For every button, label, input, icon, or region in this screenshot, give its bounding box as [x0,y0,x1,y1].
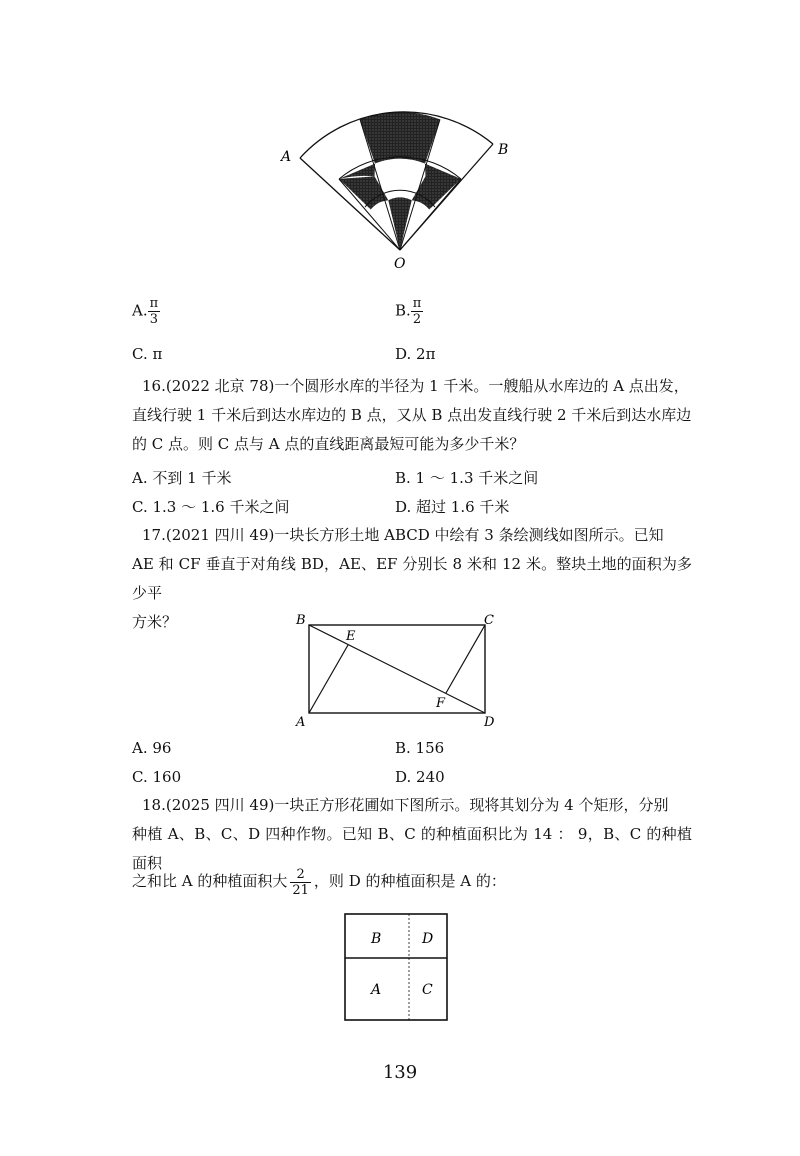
shaded-cell-mid-left-inner [339,176,388,209]
q16-option-a[interactable]: A. 不到 1 千米 [132,469,232,487]
grid-label-c: C [422,982,433,998]
page-number: 139 [382,1062,418,1083]
q16-option-c[interactable]: C. 1.3 ～ 1.6 千米之间 [132,498,290,516]
q17-line-1: 17.(2021 四川 49)一块长方形土地 ABCD 中绘有 3 条绘测线如图所示。已知 [142,526,664,544]
fig2-label-d: D [484,715,495,730]
fig1-label-a: A [281,149,292,165]
fig2-label-f: F [436,696,446,711]
grid-label-a: A [371,982,382,998]
q15-option-b[interactable]: B. $\frac{\pi}{2}$ [395,296,422,327]
q18-line-1: 18.(2025 四川 49)一块正方形花圃如下图所示。现将其划分为 4 个矩形，分别 [142,796,669,814]
square-grid-figure [340,910,452,1025]
q16-option-b[interactable]: B. 1 ～ 1.3 千米之间 [395,469,539,487]
fig2-label-b: B [296,613,306,628]
fig2-label-a: A [296,715,306,730]
q18-line-3: 之和比 A 的种植面积大 $\frac{2}{21}$ ，则 D 的种植面积是 A 的： [132,866,506,898]
q17-option-a[interactable]: A. 96 [132,739,172,757]
fig2-label-c: C [484,613,494,628]
q17-line-2: AE 和 CF 垂直于对角线 BD，AE、EF 分别长 8 米和 12 米。整块土地的面积为多少平 [132,555,692,602]
q15-option-d[interactable]: D. 2π [395,345,436,363]
q16-line-3: 的 C 点。则 C 点与 A 点的直线距离最短可能为多少千米？ [132,435,525,453]
fig2-label-e: E [346,629,356,644]
q18-line-2: 种植 A、B、C、D 四种作物。已知 B、C 的种植面积比为 14 ： 9，B、C 的种植面积 [132,825,692,872]
q18-fraction: $\frac{2}{21}$ [292,866,309,898]
q15-option-c[interactable]: C. π [132,345,163,363]
q17-line-3: 方米？ [132,613,178,631]
q17-option-b[interactable]: B. 156 [395,739,445,757]
q17-option-c[interactable]: C. 160 [132,768,182,786]
shaded-cell-mid-left [339,164,375,179]
q16-line-1: 16.(2022 北京 78)一个圆形水库的半径为 1 千米。一艘船从水库边的 A 点出发， [142,377,689,395]
q16-line-2: 直线行驶 1 千米后到达水库边的 B 点，又从 B 点出发直线行驶 2 千米后到达水库边 [132,406,692,424]
q16-option-d[interactable]: D. 超过 1.6 千米 [395,498,510,516]
shaded-cell-top-middle [360,112,440,164]
fig1-label-b: B [498,142,509,158]
rectangle-figure [290,610,500,735]
grid-label-b: B [371,931,382,947]
sector-figure [270,100,530,275]
q17-option-d[interactable]: D. 240 [395,768,445,786]
fig1-label-o: O [394,256,406,272]
grid-label-d: D [422,931,434,947]
q16-stem [132,372,692,459]
q15-option-a[interactable]: A. $\frac{\pi}{3}$ [132,296,159,327]
